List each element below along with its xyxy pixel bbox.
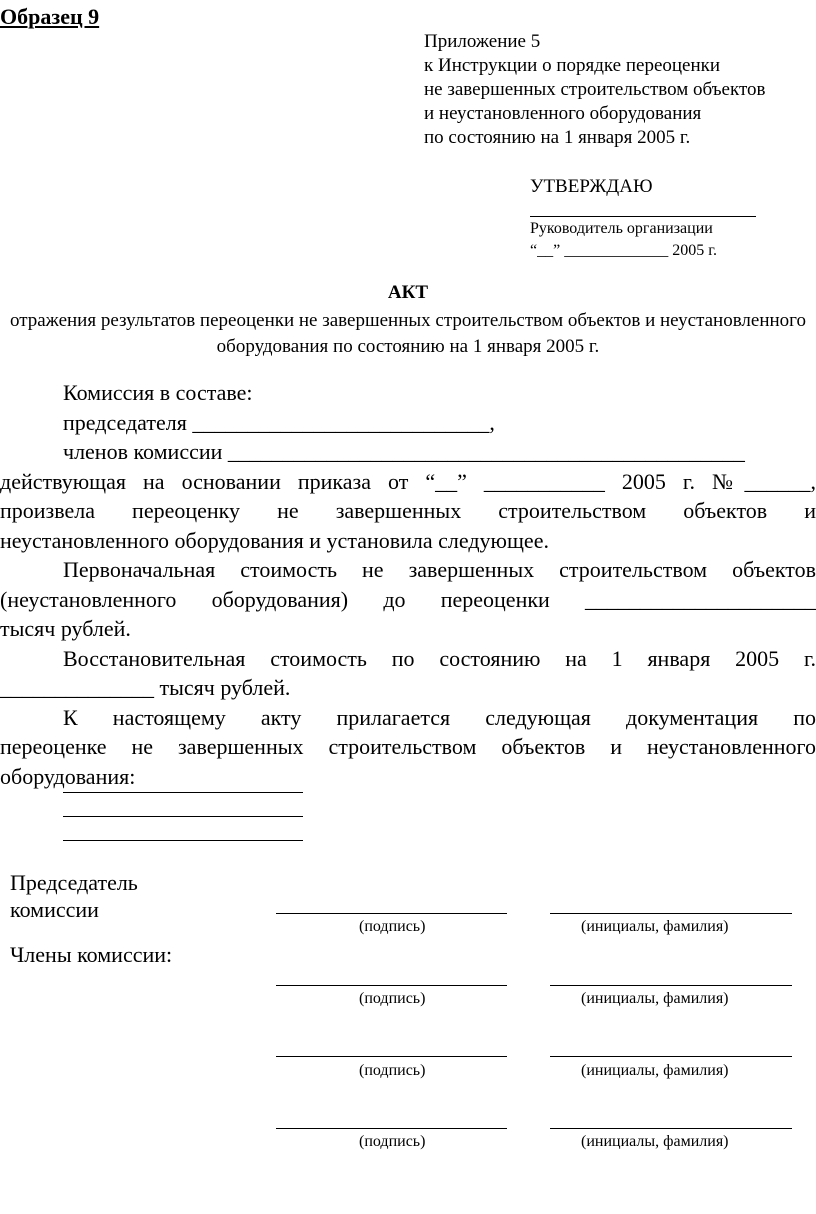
name-line [550,985,792,986]
signature-caption: (подпись) [359,1062,426,1079]
initial-cost-line: Первоначальная стоимость не завершенных строительством объектов [63,557,816,582]
docs-line: К настоящему акту прилагается следующая документация по [63,704,816,730]
name-line [550,1056,792,1057]
act-title: АКТ [387,282,429,303]
members-label: Члены комиссии: [10,942,173,967]
attachment-blank-line [63,792,303,793]
act-body [0,378,816,791]
attachment-blank-line [63,816,303,817]
initial-cost-line: (неустановленного оборудования) до переоценки _____________________ [0,586,816,612]
restore-cost-line: ______________ тысяч рублей. [0,675,291,700]
equipment-line: неустановленного оборудования и установила следующее. [0,527,549,553]
name-caption: (инициалы, фамилия) [581,990,729,1007]
signature-line [276,1128,507,1129]
name-line [550,913,792,914]
approve-heading: УТВЕРЖДАЮ [530,176,653,197]
initial-cost-line: тысяч рублей. [0,616,131,641]
signature-line [276,913,507,914]
signature-line [276,985,507,986]
signature-caption: (подпись) [359,1133,426,1150]
appendix-line: не завершенных строительством объектов [424,79,766,100]
members-line: членов комиссии _______________________________________________ [63,439,745,464]
appendix-line: и неустановленного оборудования [424,103,702,124]
appendix-line: Приложение 5 [424,31,541,52]
order-line: действующая на основании приказа от “__” ___________ 2005 г. №______, [0,468,816,494]
restore-cost-line: Восстановительная стоимость по состоянию на 1 января 2005 г. [63,645,816,671]
docs-line: оборудования: [0,763,136,789]
name-caption: (инициалы, фамилия) [581,1133,729,1150]
name-caption: (инициалы, фамилия) [581,918,729,935]
name-line [550,1128,792,1129]
docs-line: переоценке не завершенных строительством объектов и неустановленного [0,734,816,759]
head-date: “__” _____________ 2005 г. [530,242,717,259]
name-caption: (инициалы, фамилия) [581,1062,729,1079]
signature-caption: (подпись) [359,990,426,1007]
sample-label: Образец 9 [0,4,100,29]
approve-signature-line [530,216,756,217]
signature-line [276,1056,507,1057]
appendix-block [424,30,765,150]
revaluation-line: произвела переоценку не завершенных строительством объектов и [0,498,816,523]
appendix-line: к Инструкции о порядке переоценки [424,55,721,76]
head-role: Руководитель организации [530,220,713,237]
appendix-line: по состоянию на 1 января 2005 г. [424,127,691,148]
chairman-label: комиссии [10,897,99,922]
chairman-line: председателя ___________________________, [63,409,495,435]
attachment-blank-line [63,840,303,841]
chairman-label: Председатель [10,870,138,895]
commission-line: Комиссия в составе: [63,380,253,405]
act-subtitle: отражения результатов переоценки не завершенных строительством объектов и неустановленного оборудования по состоянию на 1 января 2005 г. [9,310,807,357]
signature-caption: (подпись) [359,918,426,935]
